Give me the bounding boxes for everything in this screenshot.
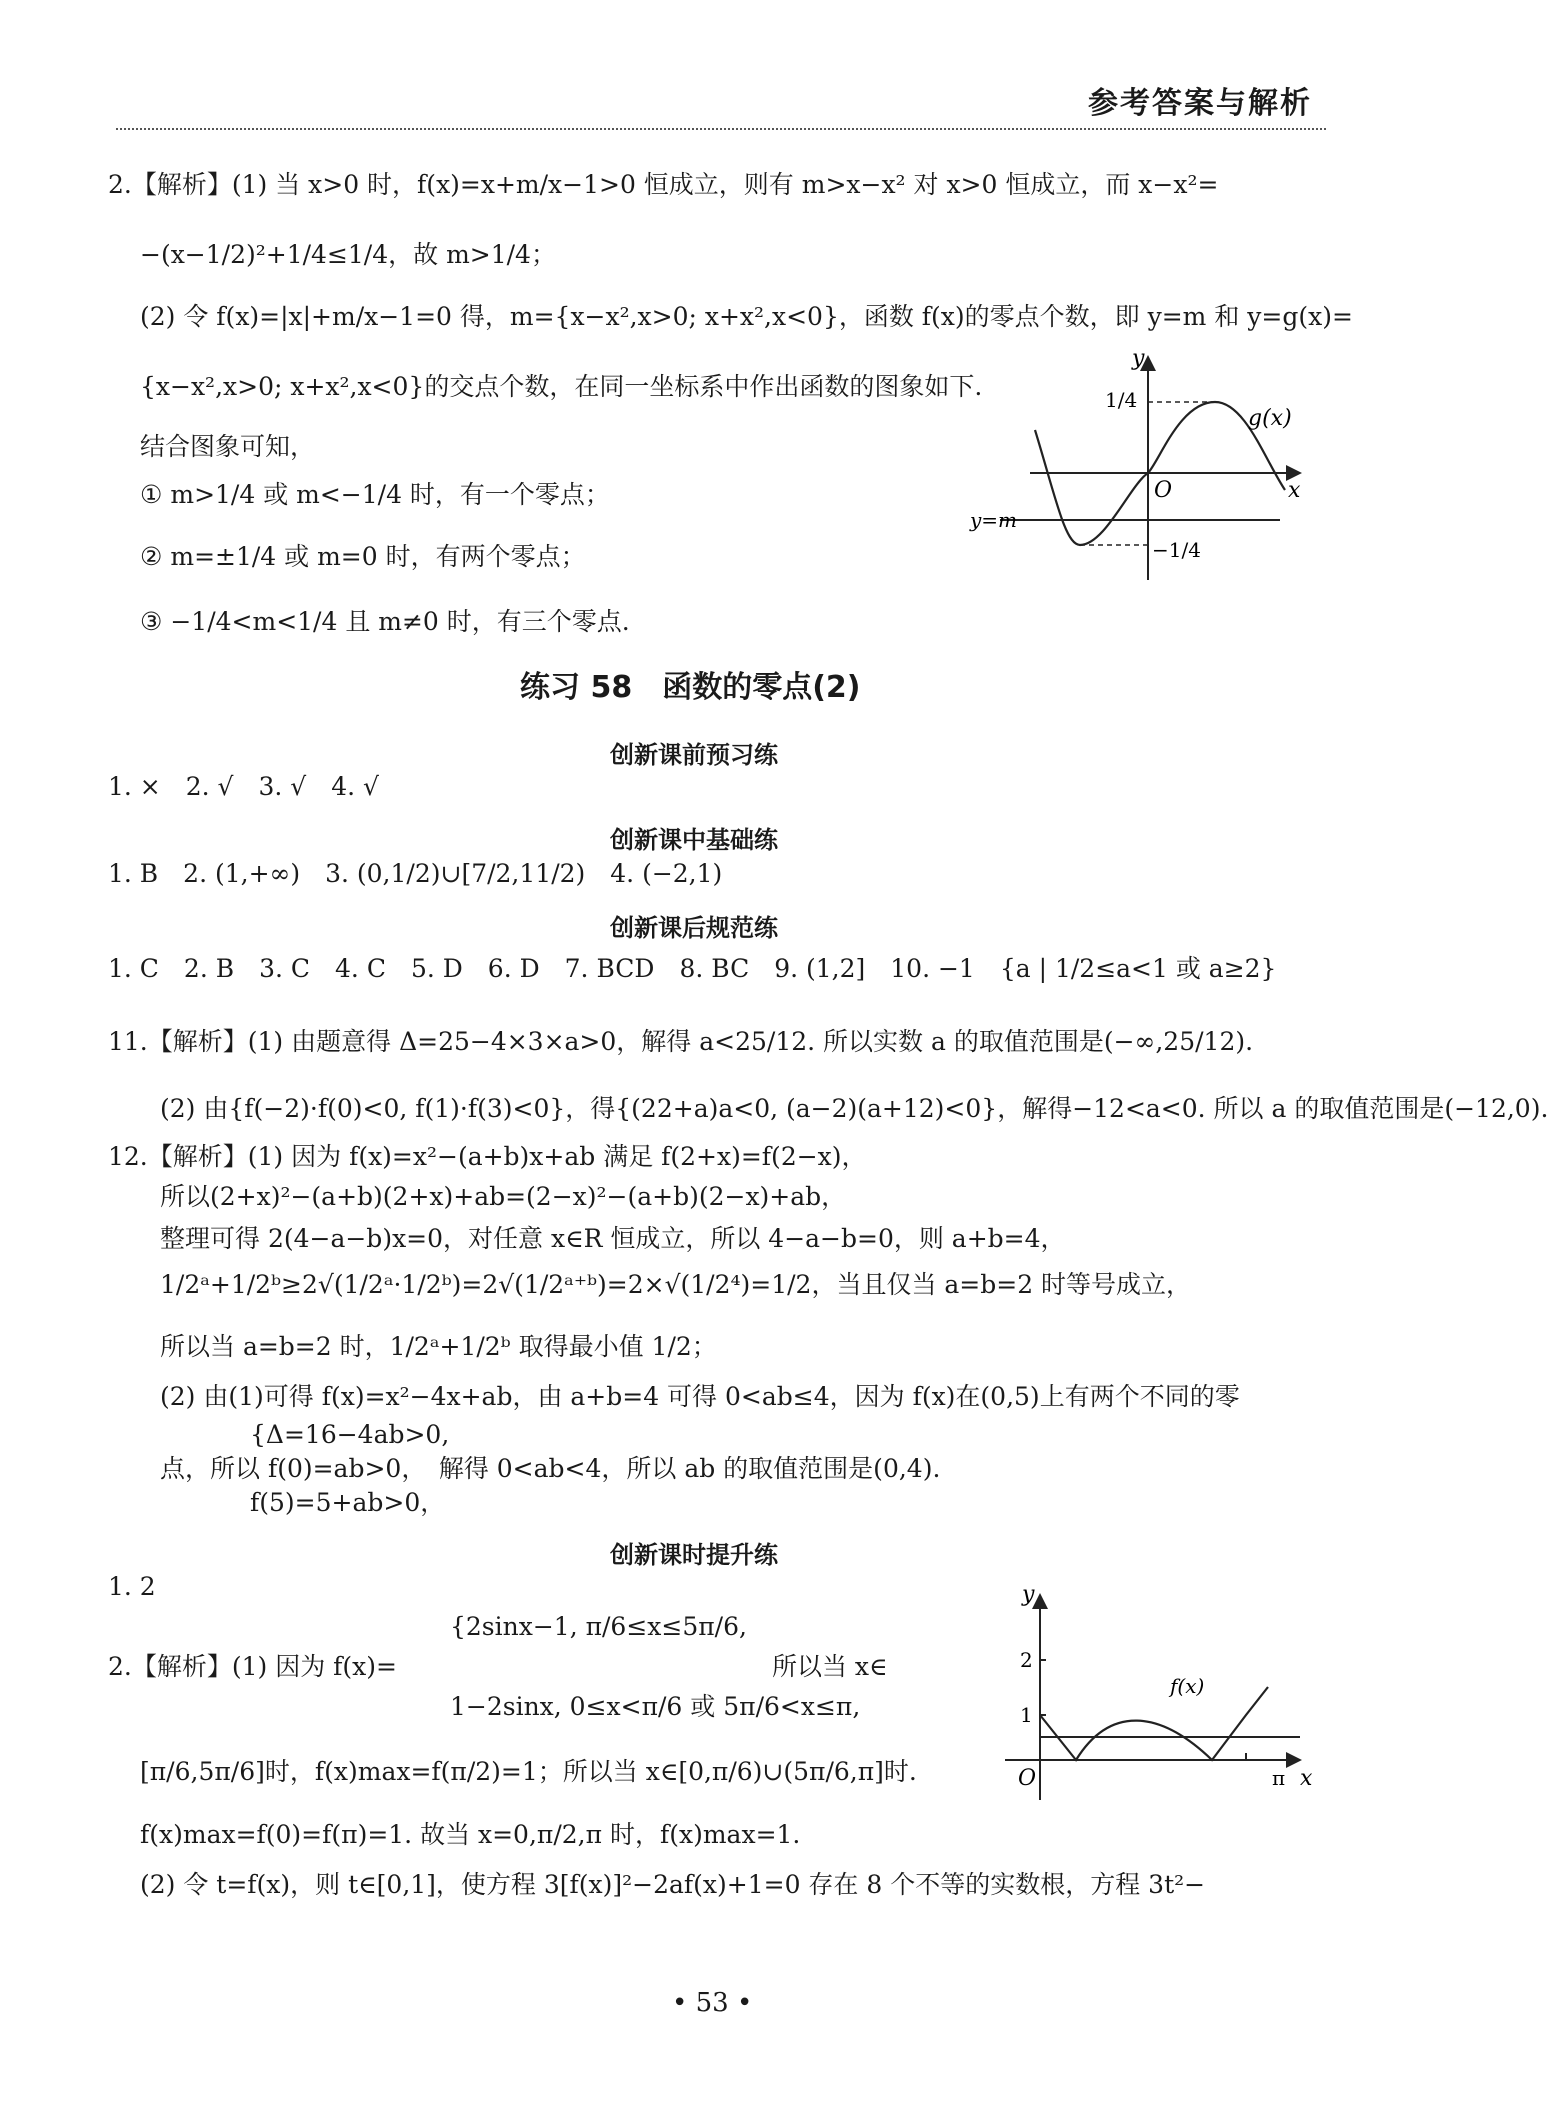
q2b-line-3: f(x)max=f(0)=f(π)=1. 故当 x=0,π/2,π 时，f(x)max=1. <box>140 1820 801 1849</box>
q2b-piece-row1: {2sinx−1, π/6≤x≤5π/6, <box>450 1612 747 1641</box>
q12-line-3: 整理可得 2(4−a−b)x=0，对任意 x∈R 恒成立，所以 4−a−b=0，则 a+b=4， <box>160 1224 1066 1253</box>
q2-case-1: ① m>1/4 或 m<−1/4 时，有一个零点； <box>140 480 610 509</box>
answers-post: 1. C 2. B 3. C 4. C 5. D 6. D 7. BCD 8. BC 9. (1,2] 10. −1 {a | 1/2≤a<1 或 a≥2} <box>108 954 1277 983</box>
pi-label: π <box>1272 1766 1286 1790</box>
subsection-basic: 创新课中基础练 <box>610 826 778 854</box>
header-title: 参考答案与解析 <box>1088 86 1312 121</box>
subsection-pre: 创新课前预习练 <box>610 741 778 769</box>
answers-pre: 1. × 2. √ 3. √ 4. √ <box>108 772 379 801</box>
x-axis-label: x <box>1288 478 1301 503</box>
origin-label: O <box>1154 478 1173 503</box>
answers-improve: 1. 2 <box>108 1572 156 1601</box>
q11-part1: 11.【解析】(1) 由题意得 Δ=25−4×3×a>0，解得 a<25/12. 所以实数 a 的取值范围是(−∞,25/12). <box>108 1027 1254 1056</box>
origin-label: O <box>1018 1766 1037 1791</box>
q12-line-1: 12.【解析】(1) 因为 f(x)=x²−(a+b)x+ab 满足 f(2+x)=f(2−x)， <box>108 1142 867 1171</box>
q2-line-1: 2.【解析】(1) 当 x>0 时，f(x)=x+m/x−1>0 恒成立，则有 m>x−x² 对 x>0 恒成立，而 x−x²= <box>108 170 1219 199</box>
f-curve-label: f(x) <box>1170 1674 1205 1698</box>
q12-line-6: (2) 由(1)可得 f(x)=x²−4x+ab，由 a+b=4 可得 0<ab≤4，因为 f(x)在(0,5)上有两个不同的零 <box>160 1382 1240 1411</box>
q12-system-row1: {Δ=16−4ab>0, <box>250 1420 450 1449</box>
q12-line-5: 所以当 a=b=2 时，1/2ᵃ+1/2ᵇ 取得最小值 1/2； <box>160 1332 717 1361</box>
q12-line-2: 所以(2+x)²−(a+b)(2+x)+ab=(2−x)²−(a+b)(2−x)+ab， <box>160 1182 847 1211</box>
q2b-piece-row2: 1−2sinx, 0≤x<π/6 或 5π/6<x≤π, <box>450 1692 861 1721</box>
bottom-tick-label: −1/4 <box>1152 538 1201 562</box>
graph-f-function <box>1000 1582 1320 1815</box>
y-axis-label: y <box>1022 1582 1035 1607</box>
q2-line-2: −(x−1/2)²+1/4≤1/4，故 m>1/4； <box>140 240 556 269</box>
tick-2-label: 2 <box>1020 1648 1033 1672</box>
x-axis-label: x <box>1300 1766 1313 1791</box>
q2-line-5: 结合图象可知， <box>140 432 316 461</box>
q2-case-2: ② m=±1/4 或 m=0 时，有两个零点； <box>140 542 586 571</box>
answers-basic: 1. B 2. (1,+∞) 3. (0,1/2)∪[7/2,11/2) 4. (−2,1) <box>108 859 723 888</box>
q2-line-4: {x−x²,x>0; x+x²,x<0}的交点个数，在同一坐标系中作出函数的图象如下. <box>140 372 983 401</box>
section-title: 练习 58 函数的零点(2) <box>520 670 861 705</box>
tick-1-label: 1 <box>1020 1703 1033 1727</box>
q2b-line-4: (2) 令 t=f(x)，则 t∈[0,1]，使方程 3[f(x)]²−2af(x)+1=0 存在 8 个不等的实数根，方程 3t²− <box>140 1870 1206 1899</box>
subsection-post: 创新课后规范练 <box>610 914 778 942</box>
line-label: y=m <box>970 508 1018 532</box>
q12-line-4: 1/2ᵃ+1/2ᵇ≥2√(1/2ᵃ·1/2ᵇ)=2√(1/2ᵃ⁺ᵇ)=2×√(1/2⁴)=1/2，当且仅当 a=b=2 时等号成立， <box>160 1270 1192 1299</box>
top-tick-label: 1/4 <box>1105 388 1138 412</box>
subsection-improve: 创新课时提升练 <box>610 1541 778 1569</box>
graph-g-function <box>970 345 1310 585</box>
f-curve <box>1040 1687 1268 1760</box>
page-number: • 53 • <box>672 1988 753 2018</box>
q2-line-3: (2) 令 f(x)=|x|+m/x−1=0 得，m={x−x²,x>0; x+x²,x<0}，函数 f(x)的零点个数，即 y=m 和 y=g(x)= <box>140 302 1353 331</box>
g-curve-label: g(x) <box>1248 406 1292 431</box>
q2b-line-2: [π/6,5π/6]时，f(x)max=f(π/2)=1；所以当 x∈[0,π/6)∪(5π/6,π]时. <box>140 1757 917 1786</box>
header-divider <box>116 128 1326 133</box>
q12-line-7: 点，所以 f(0)=ab>0， 解得 0<ab<4，所以 ab 的取值范围是(0,4). <box>160 1454 941 1483</box>
q12-system-row3: f(5)=5+ab>0， <box>250 1488 446 1517</box>
q2b-line-1: 2.【解析】(1) 因为 f(x)= 所以当 x∈ <box>108 1652 888 1681</box>
q2-case-3: ③ −1/4<m<1/4 且 m≠0 时，有三个零点. <box>140 607 630 636</box>
q11-part2: (2) 由{f(−2)·f(0)<0, f(1)·f(3)<0}，得{(22+a)a<0, (a−2)(a+12)<0}，解得−12<a<0. 所以 a 的取值范围是(−12,0). <box>160 1094 1548 1123</box>
y-axis-label: y <box>1132 346 1145 371</box>
